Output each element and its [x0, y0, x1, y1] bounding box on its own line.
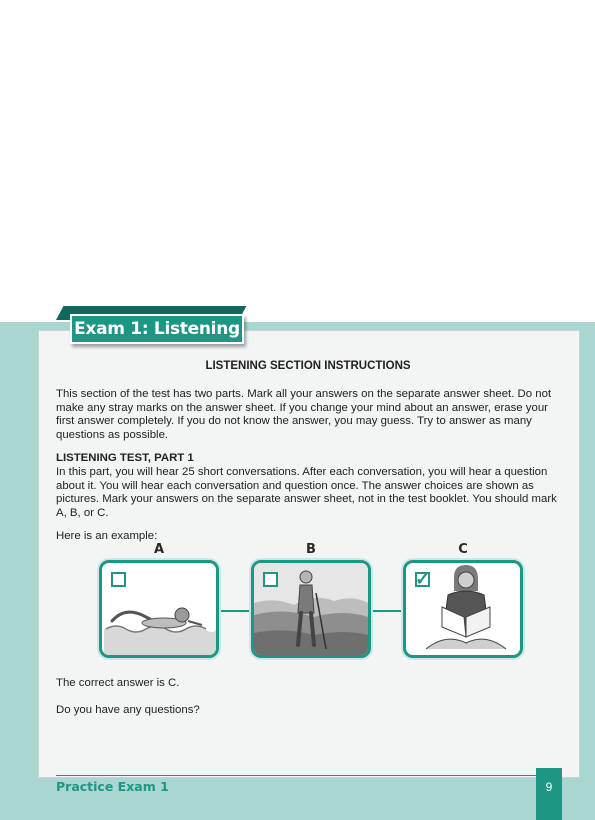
instructions-content	[56, 360, 560, 548]
answer-checkbox-b	[263, 572, 278, 587]
choice-letter-c: C	[458, 542, 468, 557]
answer-checkbox-a	[111, 572, 126, 587]
connector-line	[219, 610, 251, 612]
intro-paragraph: This section of the test has two parts. Mark all your answers on the separate answer sheet. Do not make any stray marks on the answer sheet. If you change your mind about an answer, erase your first answer completely. If you do not know the answer, you may guess. Try to answer as many questions as possible.	[56, 387, 552, 442]
choice-letter-b: B	[306, 542, 316, 557]
answer-content	[56, 677, 560, 727]
choice-card-c	[403, 560, 523, 658]
choice-card-b	[251, 560, 371, 658]
footer-rule	[56, 775, 536, 776]
choice-letter-a: A	[153, 542, 165, 557]
choice-card-a	[99, 560, 219, 658]
page-number: 9	[536, 768, 562, 820]
questions-prompt: Do you have any questions?	[56, 703, 200, 716]
instructions-title: LISTENING SECTION INSTRUCTIONS	[205, 360, 411, 372]
correct-answer-text: The correct answer is C.	[56, 677, 180, 689]
answer-checkbox-c: ✓	[414, 569, 431, 589]
footer-title: Practice Exam 1	[56, 779, 169, 794]
section-tab-label-box	[70, 314, 244, 344]
section-tab-label: Exam 1: Listening	[74, 319, 240, 339]
part-heading: LISTENING TEST, PART 1	[56, 451, 194, 464]
part-paragraph: In this part, you will hear 25 short conversations. After each conversation, you will hear a question about it. You will hear each conversation and question once. The answer choices are shown as pictures. Mark your answers on the separate answer sheet, not in the test booklet. You should mark A, B, or C.	[56, 465, 557, 520]
example-label: Here is an example:	[56, 529, 158, 542]
section-tab	[56, 306, 244, 344]
connector-line	[371, 610, 403, 612]
example-pictures	[99, 542, 525, 660]
